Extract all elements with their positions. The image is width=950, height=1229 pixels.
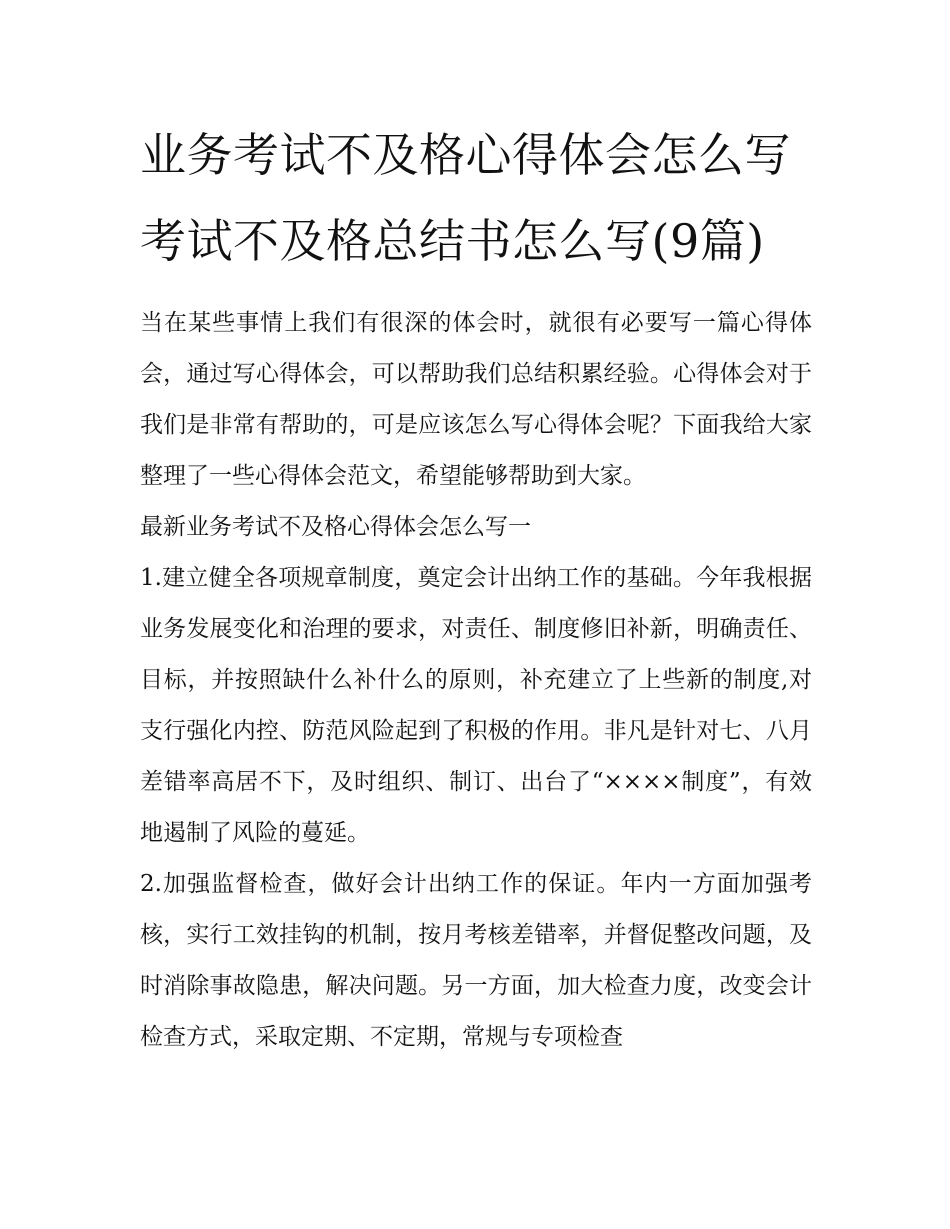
body-paragraph-2: 2.加强监督检查，做好会计出纳工作的保证。年内一方面加强考核，实行工效挂钩的机制，按月考核差错率，并督促整改问题，及时消除事故隐患，解决问题。另一方面，加大检查力度，改变会计检查方式，采取定期、不定期，常规与专项检查 [140, 871, 812, 1050]
body-paragraph-1: 1.建立健全各项规章制度，奠定会计出纳工作的基础。今年我根据业务发展变化和治理的要求，对责任、制度修旧补新，明确责任、目标，并按照缺什么补什么的原则，补充建立了上些新的制度,对支行强化内控、防范风险起到了积极的作用。非凡是针对七、八月差错率高居不下，及时组织、制订、出台了“××××制度”，有效地遏制了风险的蔓延。 [140, 565, 812, 846]
document-page [140, 112, 812, 1063]
section-heading: 最新业务考试不及格心得体会怎么写一 [140, 514, 531, 540]
intro-paragraph: 当在某些事情上我们有很深的体会时，就很有必要写一篇心得体会，通过写心得体会，可以帮助我们总结积累经验。心得体会对于我们是非常有帮助的，可是应该怎么写心得体会呢？下面我给大家整理了一些心得体会范文，希望能够帮助到大家。 [140, 310, 812, 489]
document-title: 业务考试不及格心得体会怎么写 考试不及格总结书怎么写(9篇) [140, 128, 791, 268]
